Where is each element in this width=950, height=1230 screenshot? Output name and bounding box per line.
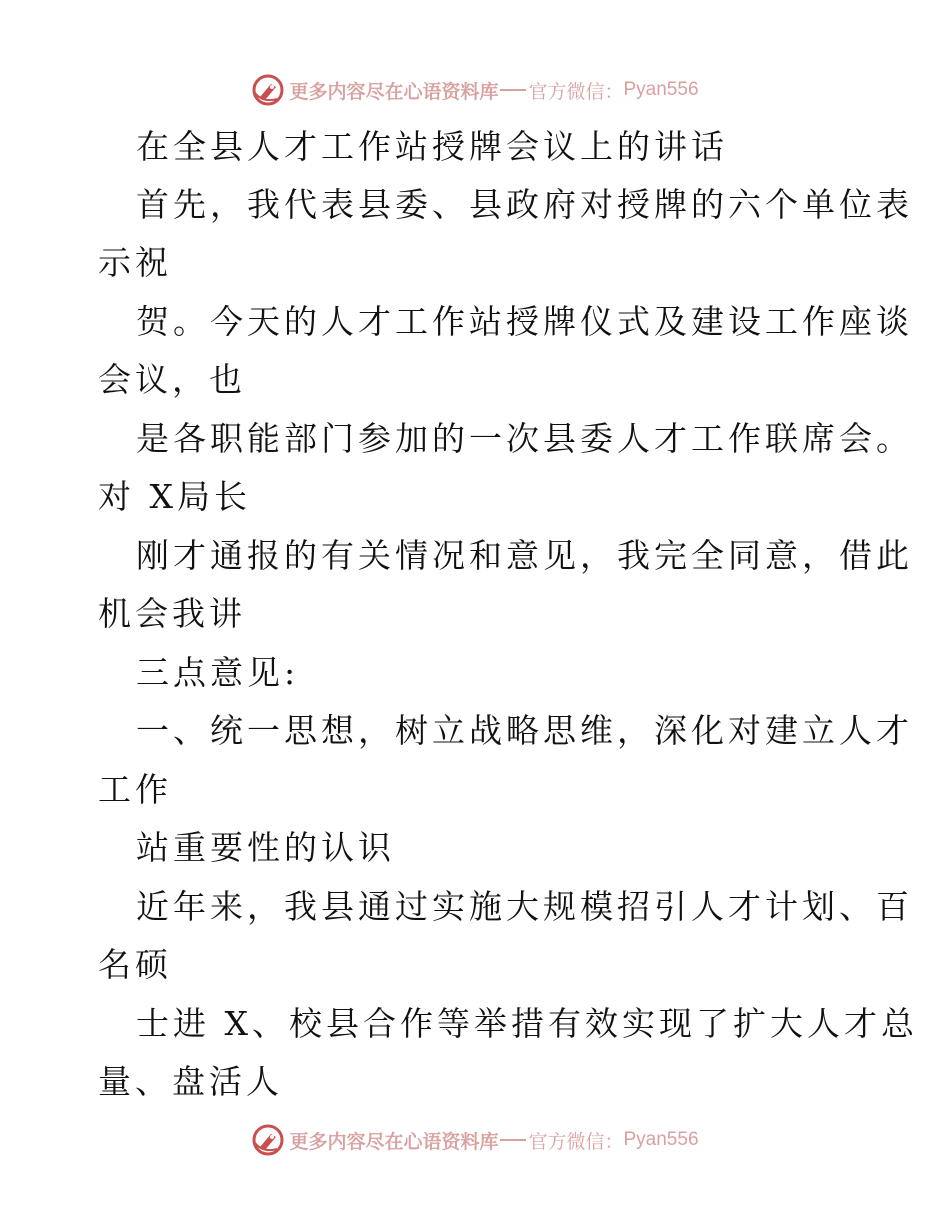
footer-banner-wechat-label: 官方微信：	[528, 1130, 624, 1153]
body-line: 会议，也	[98, 360, 246, 399]
header-banner	[0, 70, 950, 110]
body-line: 工作	[98, 770, 172, 809]
body-line: 刚才通报的有关情况和意见，我完全同意，借此	[136, 536, 913, 575]
body-line-heading: 一、统一思想，树立战略思维，深化对建立人才	[136, 711, 913, 750]
pen-nib-logo-icon	[251, 73, 285, 107]
body-line: 是各职能部门参加的一次县委人才工作联席会。	[136, 419, 913, 458]
body-line-title: 在全县人才工作站授牌会议上的讲话	[136, 127, 728, 166]
header-banner-title: 更多内容尽在心语资料库	[289, 80, 499, 103]
body-line: 名硕	[98, 945, 172, 984]
body-line: 对 X局长	[98, 477, 251, 516]
body-line: 贺。今天的人才工作站授牌仪式及建设工作座谈	[136, 302, 913, 341]
header-banner-wechat-id: Pyan556	[623, 79, 699, 100]
body-line: 机会我讲	[98, 594, 246, 633]
footer-banner-title: 更多内容尽在心语资料库	[289, 1130, 499, 1153]
footer-banner-content	[251, 1123, 698, 1157]
body-line: 士进 X、校县合作等举措有效实现了扩大人才总	[136, 1004, 918, 1043]
body-line: 首先，我代表县委、县政府对授牌的六个单位表	[136, 185, 913, 224]
footer-banner-wechat-id: Pyan556	[623, 1129, 699, 1150]
footer-banner-dash	[500, 1139, 526, 1141]
body-line: 示祝	[98, 243, 172, 282]
body-line: 量、盘活人	[98, 1062, 283, 1101]
header-banner-dash	[500, 89, 526, 91]
footer-banner	[0, 1120, 950, 1160]
body-line: 近年来，我县通过实施大规模招引人才计划、百	[136, 887, 913, 926]
body-line: 站重要性的认识	[136, 828, 395, 867]
body-line: 三点意见:	[136, 653, 300, 692]
header-banner-wechat-label: 官方微信：	[528, 80, 624, 103]
header-banner-content	[251, 73, 698, 107]
pen-nib-logo-icon	[251, 1123, 285, 1157]
